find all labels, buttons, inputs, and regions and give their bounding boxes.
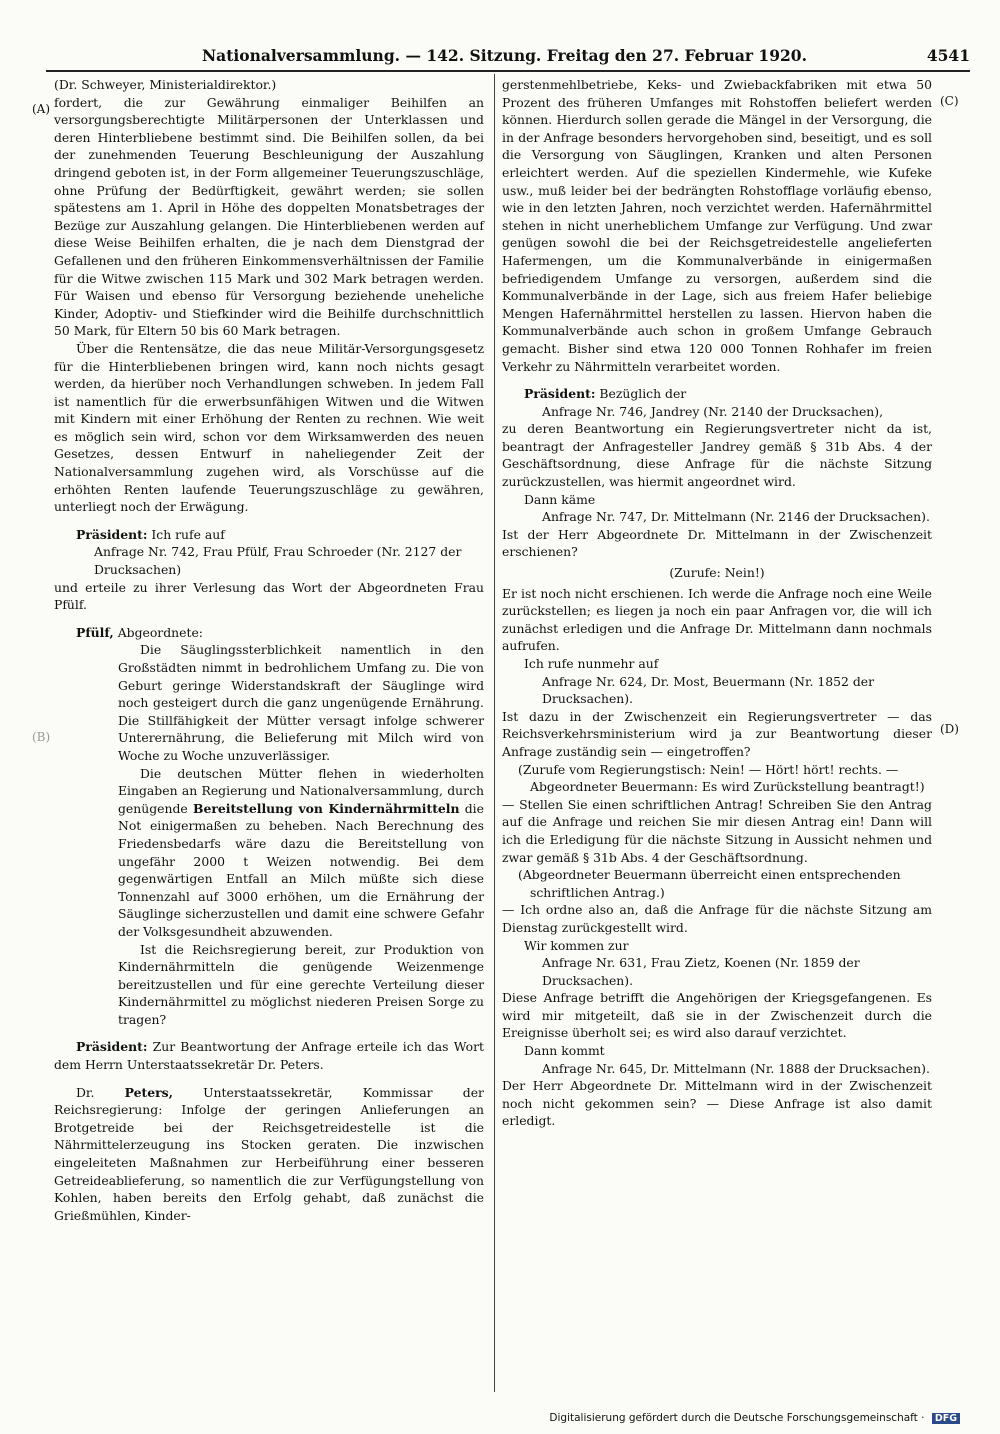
header-rule [46,70,970,72]
dfg-logo: DFG [932,1413,960,1424]
paragraph: Dann kommt [524,1043,605,1059]
speech-president [54,1038,484,1073]
paragraph: Er ist noch nicht erschienen. Ich werde die Anfrage noch eine Weile zurückstellen; es liegen ja noch ein paar Anfragen vor, die will ich zunächst erledigen und die Anfrage Dr. Mittelmann dann nochmals aufrufen. [502,585,932,654]
margin-mark-d: (D) [940,722,959,736]
paragraph: — Stellen Sie einen schriftlichen Antrag! Schreiben Sie den Antrag auf die Anfrage und reichen Sie mir diesen Antrag ein! Dann will ich die Erledigung für die nächste Sitzung in Aussicht nehmen und zwar gemäß § 31b Abs. 4 der Geschäftsordnung. [502,796,932,865]
inquiry-reference: Anfrage Nr. 631, Frau Zietz, Koenen (Nr. 1859 der Drucksachen). [542,955,860,988]
inquiry-reference: Anfrage Nr. 742, Frau Pfülf, Frau Schroeder (Nr. 2127 der Drucksachen) [94,544,462,578]
speech-text: Unterstaatssekretär, Kommissar der Reichsregierung: Infolge der geringen Anlieferungen an Brotgetreide bei der Reichsgetreidestelle ist die Nährmittelerzeugung ins Stocken geraten. Die inzwischen eingeleiteten Maßnahmen zur Herbeiführung einer besseren Getreideablieferung, so namentlich die zur Verfügungstellung von Kohlen, haben bereits den Erfolg gehabt, daß zunächst die Grießmühlen, Kinder- [54,1084,484,1223]
speech-text: Ich rufe auf [151,526,225,542]
speaker-name: Pfülf, [76,624,114,640]
speech-text: Zur Beantwortung der Anfrage erteile ich das Wort dem Herrn Unterstaatssekretär Dr. Peters. [54,1039,484,1073]
speaker-name: Präsident: [76,526,148,542]
inquiry-reference: Anfrage Nr. 746, Jandrey (Nr. 2140 der Drucksachen), [542,403,884,419]
paragraph: Dann käme [524,491,596,507]
emphasis: Bereitstellung von Kindernährmitteln [192,800,460,816]
inquiry-reference: Anfrage Nr. 747, Dr. Mittelmann (Nr. 2146 der Drucksachen). [542,509,930,525]
left-column [54,76,484,1224]
speaker-note: (Dr. Schweyer, Ministerialdirektor.) [54,77,277,92]
page-number: 4541 [926,46,970,65]
column-divider [494,74,495,1392]
paragraph: Ist der Herr Abgeordnete Dr. Mittelmann in der Zwischenzeit erschienen? [502,526,932,560]
speech-president [502,385,932,403]
digitization-footer [549,1412,960,1424]
speaker-name: Präsident: [524,386,596,402]
speaker-title: Dr. [76,1084,95,1100]
speaker-role: Abgeordnete: [117,624,203,640]
speaker-name: Peters, [124,1084,173,1100]
paragraph: Die Säuglingssterblichkeit namentlich in den Großstädten nimmt in bedrohlichem Umfang zu. Die von Geburt geringe Widerstandskraft der Säuglinge wird noch gesteigert durch die ganz ungenügende Ernährung. Die Stillfähigkeit der Mütter versagt infolge schwerer Unterernährung, die Belieferung mit Milch wird von Woche zu Woche unzuverlässiger. [118,642,484,763]
paragraph: Ist dazu in der Zwischenzeit ein Regierungsvertreter — das Reichsverkehrsministerium wird ja zur Beantwortung dieser Anfrage zuständig sein — eingetroffen? [502,708,932,759]
speech-text: Bezüglich der [599,386,687,402]
speaker-name: Präsident: [76,1039,148,1055]
speech-pfuelf [54,624,484,642]
header-title: Nationalversammlung. — 142. Sitzung. Freitag den 27. Februar 1920. [202,46,807,65]
paragraph: — Ich ordne also an, daß die Anfrage für die nächste Sitzung am Dienstag zurückgestellt wird. [502,902,932,935]
interjection: (Zurufe: Nein!) [669,565,765,581]
paragraph: zu deren Beantwortung ein Regierungsvertreter nicht da ist, beantragt der Anfragesteller Jandrey gemäß § 31b Abs. 4 der Geschäftsordnung, diese Anfrage für die nächste Sitzung zurückzustellen, was hiermit angeordnet wird. [502,421,932,490]
text-run: Die deutschen Mütter flehen in wiederholten Eingaben an Regierung und Nationalversammlung, durch genügende [118,765,484,816]
paragraph: Über die Rentensätze, die das neue Militär-Versorgungsgesetz für die Hinterbliebenen bringen wird, kann noch nichts gesagt werden, da hierüber noch Verhandlungen schweben. In jedem Fall ist namentlich für die erwerbsunfähigen Witwen und die Witwen mit Kindern mit einer Erhöhung der Renten zu rechnen. Wie weit es möglich sein wird, schon vor dem Wirksamwerden des neuen Gesetzes, dessen Entwurf in naheliegender Zeit der Nationalversammlung zugehen wird, als Vorschüsse auf die erhöhten Renten laufende Teuerungszuschläge zu gewähren, unterliegt noch der Erwägung. [54,340,484,515]
paragraph: Ich rufe nunmehr auf [524,656,659,671]
interjection: (Abgeordneter Beuermann überreicht einen entsprechenden schriftlichen Antrag.) [518,867,901,900]
text-run: die Not einigermaßen zu beheben. Nach Berechnung des Friedensbedarfs wäre dazu die Bereitstellung von ungefähr 2000 t Weizen notwendig. Bei dem gegenwärtigen Entfall an Milch müßte sich diese Tonnenzahl auf 3000 erhöhen, um die Ernährung der Säuglinge sicherzustellen und damit eine schwere Gefahr der Volksgesundheit abzuwenden. [118,800,484,939]
paragraph: Der Herr Abgeordnete Dr. Mittelmann wird in der Zwischenzeit noch nicht gekommen sein? — Diese Anfrage ist also damit erledigt. [502,1078,932,1129]
paragraph: gerstenmehlbetriebe, Keks- und Zwiebackfabriken mit etwa 50 Prozent des früheren Umfanges mit Rohstoffen beliefert werden können. Hierdurch sollen gerade die Mängel in der Versorgung, die in der Anfrage besonders hervorgehoben sind, beseitigt, und es soll die Versorgung von Säuglingen, Kranken und alten Personen erleichtert werden. Auf die speziellen Kindermehle, wie Kufeke usw., muß leider bei der bedrängten Rohstofflage vorläufig ebenso, wie in den letzten Jahren, noch verzichtet werden. Hafernährmittel stehen in nicht unerheblichem Umfange zur Verfügung. Und zwar genügen sowohl die bei der Reichsgetreidestelle angelieferten Hafermengen, um die Kommunalverbände in einigermaßen befriedigendem Umfange zu versorgen, außerdem sind die Kommunalverbände in der Lage, sich aus freiem Hafer beliebige Mengen Hafernährmittel herstellen zu lassen. Hiervon haben die Kommunalverbände auch schon in großem Umfange Gebrauch gemacht. Bisher sind etwa 120 000 Tonnen Rohhafer im freien Verkehr zu Nährmitteln verarbeitet worden. [502,77,932,374]
inquiry-reference: Anfrage Nr. 645, Dr. Mittelmann (Nr. 1888 der Drucksachen). [542,1060,930,1076]
margin-mark-b: (B) [32,730,51,744]
paragraph [54,765,484,941]
right-column [502,76,932,1130]
speech-president [54,526,484,544]
speech-peters [54,1084,484,1225]
paragraph: Wir kommen zur [524,937,629,953]
paragraph: fordert, die zur Gewährung einmaliger Beihilfen an versorgungsberechtigte Militärpersonen der Unterklassen und deren Hinterbliebene bestimmt sind. Die Beihilfen sollen, da bei der zunehmenden Teuerung Beschleunigung der Auszahlung dringend geboten ist, in der Form allgemeiner Teuerungszuschläge, ohne Prüfung der Bedürftigkeit, gewährt werden; sie sollen spätestens am 1. April in Höhe des doppelten Monatsbetrages der Bezüge zur Auszahlung gelangen. Die Hinterbliebenen werden auf diese Weise Beihilfen erhalten, die je nach dem Dienstgrad der Gefallenen und den früheren Einkommensverhältnissen der Familie für die Witwe zwischen 115 Mark und 302 Mark betragen werden. Für Waisen und ebenso für Versorgung beziehende uneheliche Kinder, Adoptiv- und Stiefkinder wird die Beihilfe durchschnittlich 50 Mark, für Eltern 50 bis 60 Mark betragen. [54,94,484,339]
running-header [44,46,970,70]
margin-mark-c: (C) [940,94,959,108]
inquiry-reference: Anfrage Nr. 624, Dr. Most, Beuermann (Nr. 1852 der Drucksachen). [542,673,875,707]
footer-text: Digitalisierung gefördert durch die Deutsche Forschungsgemeinschaft · [549,1412,925,1424]
interjection: (Zurufe vom Regierungstisch: Nein! — Hört! hört! rechts. — Abgeordneter Beuermann: Es wird Zurückstellung beantragt!) [518,761,925,795]
paragraph: und erteile zu ihrer Verlesung das Wort der Abgeordneten Frau Pfülf. [54,579,484,613]
paragraph: Ist die Reichsregierung bereit, zur Produktion von Kindernährmitteln die genügende Weizenmenge bereitzustellen und für eine gerechte Verteilung dieser Kindernährmittel zu möglichst niederen Preisen Sorge zu tragen? [118,941,484,1027]
margin-mark-a: (A) [32,102,51,116]
paragraph: Diese Anfrage betrifft die Angehörigen der Kriegsgefangenen. Es wird mir mitgeteilt, daß sie in der Zwischenzeit durch die Ereignisse überholt sei; es wird also darauf verzichtet. [502,990,932,1041]
